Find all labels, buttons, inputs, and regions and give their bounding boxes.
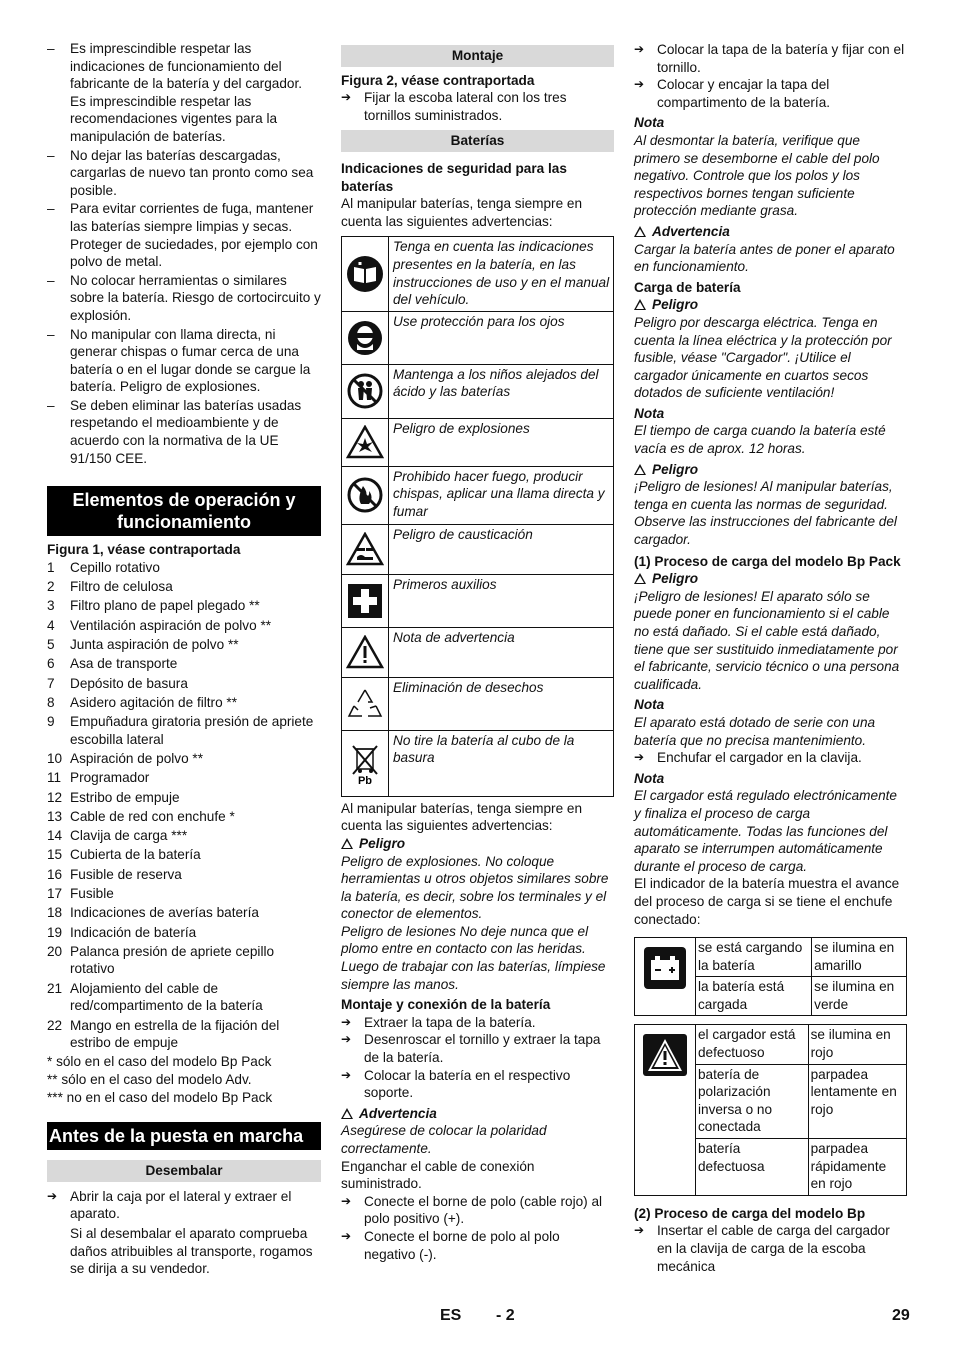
part-item bbox=[47, 789, 321, 807]
peligro-text-1: Peligro por descarga eléctrica. Tenga en cuenta la línea eléctrica y la protección por fusible, véase "Cargador". ¡Utilice el cargador únicamente en cuartos secos dotados de suficiente ventilación! bbox=[634, 314, 892, 401]
part-number: 21 bbox=[47, 980, 63, 996]
part-number: 2 bbox=[47, 579, 55, 595]
part-item bbox=[47, 597, 321, 615]
part-label: Filtro plano de papel plegado ** bbox=[70, 598, 260, 614]
part-number: 20 bbox=[47, 943, 63, 959]
part-number: 15 bbox=[47, 847, 63, 863]
part-number: 3 bbox=[47, 598, 55, 614]
state-battery-defect: batería defectuosa bbox=[696, 1139, 809, 1196]
carga-title: Carga de batería bbox=[634, 279, 741, 295]
warning-triangle-icon bbox=[634, 464, 646, 475]
step-insertar: ➔ Insertar el cable de carga del cargador en la clavija de carga de la escoba mecánica bbox=[634, 1222, 907, 1275]
footer-page-number: 29 bbox=[892, 1307, 910, 1324]
part-item bbox=[47, 866, 321, 884]
advertencia-heading: Advertencia bbox=[341, 1105, 614, 1123]
safety-text-firstaid: Primeros auxilios bbox=[389, 574, 614, 627]
part-item bbox=[47, 980, 321, 1015]
part-item bbox=[47, 808, 321, 826]
part-item bbox=[47, 636, 321, 654]
footnote-3: *** no en el caso del modelo Bp Pack bbox=[47, 1089, 273, 1105]
peligro-text-2: ¡Peligro de lesiones! Al manipular baterías, tenga en cuenta las normas de seguridad. Observe las instrucciones del fabricante del cargador. bbox=[634, 479, 897, 548]
part-number: 6 bbox=[47, 656, 55, 672]
footnote-2: ** sólo en el caso del modelo Adv. bbox=[47, 1072, 252, 1087]
part-number: 4 bbox=[47, 617, 55, 633]
peligro-heading: Peligro bbox=[634, 461, 907, 479]
safety-text-manual: Tenga en cuenta las indicaciones presentes en la batería, en las instrucciones de uso y en el manual del vehículo. bbox=[389, 237, 614, 311]
part-label: Junta aspiración de polvo ** bbox=[70, 636, 239, 652]
step: ➔ Conecte el borne de polo (cable rojo) al polo positivo (+). bbox=[341, 1193, 614, 1228]
part-label: Ventilación aspiración de polvo ** bbox=[70, 617, 272, 633]
state-charging: se está cargando la batería bbox=[696, 938, 812, 977]
part-number: 7 bbox=[47, 675, 55, 691]
list-item: – Para evitar corrientes de fuga, mantener las baterías siempre limpias y secas. Proteger de suciedades, por ejemplo con polvo de metal. bbox=[47, 200, 321, 270]
nota-heading: Nota bbox=[634, 405, 665, 421]
no-trash-bin-icon bbox=[342, 730, 389, 796]
part-item bbox=[47, 750, 321, 768]
charging-indicator-table bbox=[634, 937, 907, 1016]
part-item bbox=[47, 559, 321, 577]
nota-text-3: El aparato está dotado de serie con una batería que no precisa mantenimiento. bbox=[634, 714, 876, 748]
advertencia-text: Asegúrese de colocar la polaridad correctamente. bbox=[341, 1123, 547, 1156]
part-item bbox=[47, 1017, 321, 1052]
part-item bbox=[47, 904, 321, 922]
part-label: Cubierta de la batería bbox=[70, 847, 201, 863]
nota-text-2: El tiempo de carga cuando la batería esté vacía es de aprox. 12 horas. bbox=[634, 423, 886, 457]
nota-heading: Nota bbox=[634, 770, 665, 786]
enganchar-text: Enganchar el cable de conexión suministrado. bbox=[341, 1158, 535, 1192]
light-charger-defect: se ilumina en rojo bbox=[808, 1025, 906, 1064]
part-number: 8 bbox=[47, 694, 55, 710]
part-number: 17 bbox=[47, 885, 63, 901]
peligro-text-2: Peligro de lesiones No deje nunca que el plomo entre en contacto con las heridas. Luego de trabajar con las baterías, límpiese siempre las manos. bbox=[341, 923, 606, 992]
safety-symbols-table bbox=[341, 236, 614, 796]
footer-language: ES bbox=[440, 1307, 462, 1324]
part-label: Filtro de celulosa bbox=[70, 579, 173, 595]
advertencia-text: Cargar la batería antes de poner el aparato en funcionamiento. bbox=[634, 241, 895, 275]
step-desembalar: ➔ Abrir la caja por el lateral y extraer el aparato. bbox=[47, 1188, 321, 1223]
safety-intro: Al manipular baterías, tenga siempre en cuenta las siguientes advertencias: bbox=[341, 196, 583, 229]
nota-heading: Nota bbox=[634, 115, 665, 131]
peligro-text-1: Peligro de explosiones. No coloque herramientas u otros objetos similares sobre la batería, es decir, sobre los terminales y el conector de elementos. bbox=[341, 853, 609, 922]
peligro-heading: Peligro bbox=[634, 296, 907, 314]
part-label: Fusible bbox=[70, 885, 114, 901]
battery-safety-list bbox=[47, 40, 321, 467]
battery-icon bbox=[635, 938, 696, 1016]
safety-text-recycle: Eliminación de desechos bbox=[389, 677, 614, 730]
part-item bbox=[47, 655, 321, 673]
step: ➔ Conecte el borne de polo al polo negativo (-). bbox=[341, 1228, 614, 1263]
advertencia-heading: Advertencia bbox=[634, 223, 907, 241]
section-title-antes: Antes de la puesta en marcha bbox=[47, 1122, 321, 1150]
no-fire-icon bbox=[342, 466, 389, 524]
peligro-text-3: ¡Peligro de lesiones! El aparato sólo se puede poner en funcionamiento si el cable no está dañado. Si el cable está dañado, tiene que ser sustituido inmediatamente por el fabricante, servicio técnico o una persona cualificada. bbox=[634, 588, 900, 692]
light-charged: se ilumina en verde bbox=[812, 977, 907, 1016]
state-charger-defect: el cargador está defectuoso bbox=[696, 1025, 809, 1064]
part-number: 5 bbox=[47, 636, 55, 652]
part-item bbox=[47, 846, 321, 864]
figure-1-ref: Figura 1, véase contraportada bbox=[47, 542, 241, 558]
step: ➔ Colocar y encajar la tapa del compartimento de la batería. bbox=[634, 76, 907, 111]
parts-list bbox=[47, 559, 321, 1052]
part-label: Indicaciones de averías batería bbox=[70, 905, 259, 921]
part-item bbox=[47, 885, 321, 903]
recycle-icon bbox=[342, 677, 389, 730]
desembalar-note: Si al desembalar el aparato comprueba daños atribuibles al transporte, rogamos se dirija a su vendedor. bbox=[70, 1225, 313, 1277]
safety-text-children: Mantenga a los niños alejados del ácido y las baterías bbox=[389, 364, 614, 418]
part-label: Cepillo rotativo bbox=[70, 559, 160, 575]
column-2 bbox=[341, 45, 614, 1263]
part-label: Fusible de reserva bbox=[70, 866, 182, 882]
fault-warning-icon bbox=[635, 1025, 696, 1195]
part-item bbox=[47, 924, 321, 942]
peligro-heading: Peligro bbox=[341, 835, 614, 853]
part-number: 19 bbox=[47, 924, 63, 940]
after-intro: Al manipular baterías, tenga siempre en cuenta las siguientes advertencias: bbox=[341, 800, 583, 834]
part-label: Asidero agitación de filtro ** bbox=[70, 694, 237, 710]
part-item bbox=[47, 694, 321, 712]
safety-text-eyes: Use protección para los ojos bbox=[389, 311, 614, 364]
subsection-desembalar: Desembalar bbox=[47, 1160, 321, 1182]
light-charging: se ilumina en amarillo bbox=[812, 938, 907, 977]
pb-label: Pb bbox=[357, 775, 373, 786]
part-number: 18 bbox=[47, 905, 63, 921]
part-label: Depósito de basura bbox=[70, 675, 188, 691]
part-item bbox=[47, 617, 321, 635]
nota-text-4: El cargador está regulado electrónicamente y finaliza el proceso de carga automáticamente. Todas las funciones del aparato se interrumpen automáticamente durante el proceso de carga. bbox=[634, 788, 897, 874]
safety-text-explosion: Peligro de explosiones bbox=[389, 418, 614, 466]
section-title-elementos: Elementos de operación y funcionamiento bbox=[47, 486, 321, 536]
subsection-baterias: Baterías bbox=[341, 130, 614, 152]
part-label: Indicación de batería bbox=[70, 924, 197, 940]
step: ➔ Colocar la batería en el respectivo soporte. bbox=[341, 1067, 614, 1102]
column-1 bbox=[47, 40, 321, 1278]
part-number: 22 bbox=[47, 1017, 63, 1033]
state-charged: la batería está cargada bbox=[696, 977, 812, 1016]
part-label: Cable de red con enchufe * bbox=[70, 808, 235, 824]
warning-triangle-icon bbox=[634, 226, 646, 237]
part-item bbox=[47, 827, 321, 845]
part-number: 11 bbox=[47, 770, 62, 786]
part-number: 13 bbox=[47, 808, 63, 824]
light-reverse-polarity: parpadea lentamente en rojo bbox=[808, 1064, 906, 1138]
part-item bbox=[47, 578, 321, 596]
part-number: 9 bbox=[47, 714, 55, 730]
explosion-icon bbox=[342, 418, 389, 466]
nota-heading: Nota bbox=[634, 697, 665, 713]
step-enchufar: ➔ Enchufar el cargador en la clavija. bbox=[634, 749, 907, 767]
proceso-1-title: (1) Proceso de carga del modelo Bp Pack bbox=[634, 553, 901, 569]
light-battery-defect: parpadea rápidamente en rojo bbox=[808, 1139, 906, 1196]
part-number: 1 bbox=[47, 559, 55, 575]
part-label: Estribo de empuje bbox=[70, 789, 180, 805]
part-label: Palanca presión de apriete cepillo rotativo bbox=[70, 943, 275, 977]
part-item bbox=[47, 675, 321, 693]
indicator-intro: El indicador de la batería muestra el avance del proceso de carga si se tiene el enchufe conectado: bbox=[634, 876, 900, 927]
state-reverse-polarity: batería de polarización inversa o no conectada bbox=[696, 1064, 809, 1138]
list-item: – No manipular con llama directa, ni generar chispas o fumar cerca de una batería o en el lugar donde se cargue la batería. Peligro de explosiones. bbox=[47, 326, 321, 396]
warning-triangle-icon bbox=[634, 299, 646, 310]
footer-subpage: - 2 bbox=[496, 1307, 515, 1324]
footnote-1: * sólo en el caso del modelo Bp Pack bbox=[47, 1054, 272, 1070]
step: ➔ Colocar la tapa de la batería y fijar con el tornillo. bbox=[634, 41, 907, 76]
montaje-conexion-title: Montaje y conexión de la batería bbox=[341, 997, 551, 1013]
part-label: Alojamiento del cable de red/compartimento de la batería bbox=[70, 980, 263, 1014]
list-item: – Es imprescindible respetar las indicaciones de funcionamiento del fabricante de la batería y del cargador. Es imprescindible respetar las recomendaciones vigentes para la manipulación de baterías. bbox=[47, 40, 321, 146]
eye-protection-icon bbox=[342, 311, 389, 364]
part-number: 16 bbox=[47, 866, 63, 882]
peligro-heading: Peligro bbox=[634, 570, 907, 588]
warning-icon bbox=[342, 627, 389, 677]
step-montaje: ➔ Fijar la escoba lateral con los tres tornillos suministrados. bbox=[341, 89, 614, 124]
part-label: Aspiración de polvo ** bbox=[70, 750, 203, 766]
subsection-montaje: Montaje bbox=[341, 45, 614, 67]
nota-text-1: Al desmontar la batería, verifique que primero se desemborne el cable del polo negativo. Controle que los polos y los respectivos bornes tengan suficiente protección mediante grasa. bbox=[634, 132, 880, 219]
list-item: – No dejar las baterías descargadas, cargarlas de nuevo tan pronto como sea posible. bbox=[47, 147, 321, 200]
manual-icon bbox=[342, 237, 389, 311]
part-label: Mango en estrella de la fijación del estribo de empuje bbox=[70, 1017, 280, 1051]
figure-2-ref: Figura 2, véase contraportada bbox=[341, 72, 535, 88]
part-label: Asa de transporte bbox=[70, 656, 178, 672]
corrosive-icon bbox=[342, 524, 389, 574]
warning-triangle-icon bbox=[341, 838, 353, 849]
step: ➔ Extraer la tapa de la batería. bbox=[341, 1014, 614, 1032]
list-item: – Se deben eliminar las baterías usadas respetando el medioambiente y de acuerdo con la normativa de la UE 91/150 CEE. bbox=[47, 397, 321, 467]
part-item bbox=[47, 769, 321, 787]
step: ➔ Desenroscar el tornillo y extraer la tapa de la batería. bbox=[341, 1031, 614, 1066]
safety-heading: Indicaciones de seguridad para las baterías bbox=[341, 160, 567, 194]
part-label: Clavija de carga *** bbox=[70, 828, 188, 844]
first-aid-icon bbox=[342, 574, 389, 627]
safety-text-corrosive: Peligro de causticación bbox=[389, 524, 614, 574]
part-number: 12 bbox=[47, 789, 63, 805]
part-number: 10 bbox=[47, 750, 63, 766]
safety-text-trash: No tire la batería al cubo de la basura bbox=[389, 730, 614, 796]
list-item: – No colocar herramientas o similares sobre la batería. Riesgo de cortocircuito y explosión. bbox=[47, 272, 321, 325]
column-3 bbox=[634, 41, 907, 1275]
part-item bbox=[47, 943, 321, 978]
part-label: Programador bbox=[70, 770, 150, 786]
safety-text-warning: Nota de advertencia bbox=[389, 627, 614, 677]
safety-text-nofire: Prohibido hacer fuego, producir chispas, aplicar una llama directa y fumar bbox=[389, 466, 614, 524]
proceso-2-title: (2) Proceso de carga del modelo Bp bbox=[634, 1205, 866, 1221]
part-item bbox=[47, 713, 321, 748]
keep-children-away-icon bbox=[342, 364, 389, 418]
part-number: 14 bbox=[47, 828, 63, 844]
warning-triangle-icon bbox=[634, 573, 646, 584]
fault-indicator-table bbox=[634, 1024, 907, 1195]
warning-triangle-icon bbox=[341, 1108, 353, 1119]
part-label: Empuñadura giratoria presión de apriete escobilla lateral bbox=[70, 714, 314, 747]
